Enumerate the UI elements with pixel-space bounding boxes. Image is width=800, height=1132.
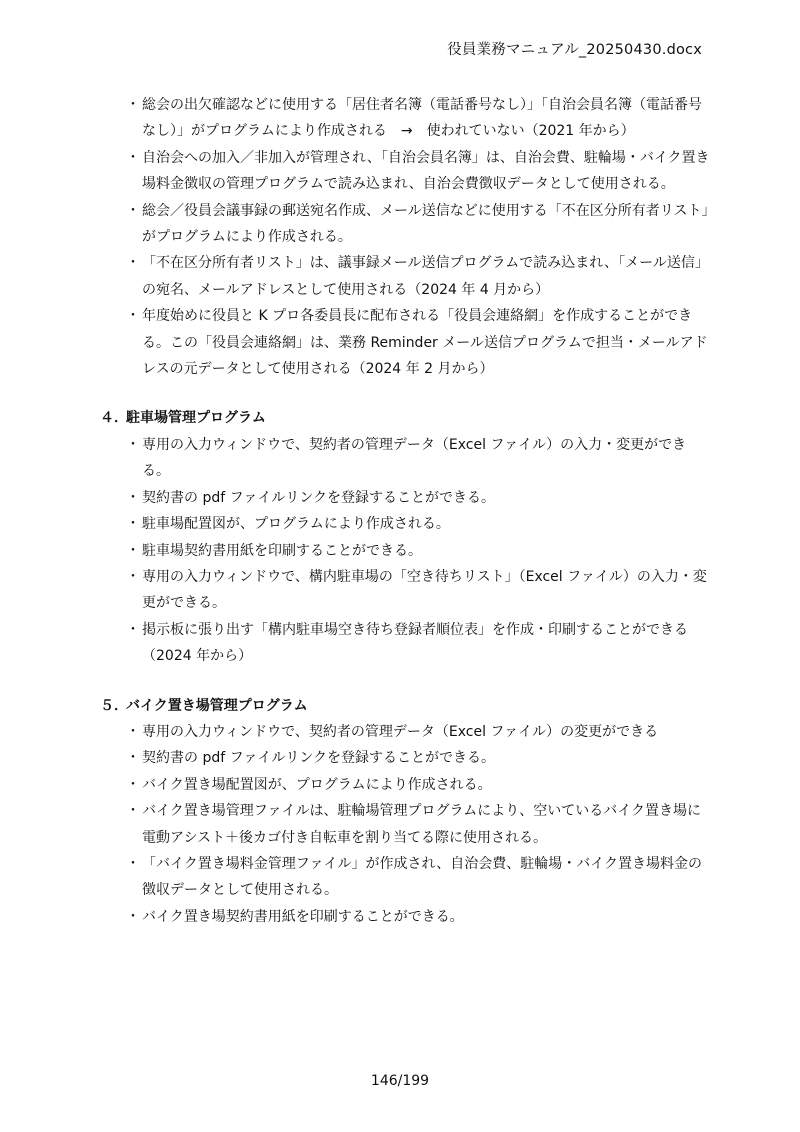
list-item-text: 契約書の pdf ファイルリンクを登録することができる。	[142, 750, 496, 767]
list-item-text: 契約書の pdf ファイルリンクを登録することができる。	[142, 489, 496, 506]
list-item-text: 専用の入力ウィンドウで、契約者の管理データ（Excel ファイル）の変更ができる	[142, 723, 659, 740]
list-item	[98, 745, 710, 771]
bullet-glyph: ・	[126, 255, 140, 272]
bullet-glyph: ・	[126, 908, 140, 925]
section-bullet-list	[98, 432, 710, 670]
list-item-text: 総会／役員会議事録の郵送宛名作成、メール送信などに使用する「不在区分所有者リスト」がプログラムにより作成される。	[142, 202, 709, 246]
section-parking	[98, 405, 710, 669]
section-bike-parking	[98, 693, 710, 931]
bullet-glyph: ・	[126, 542, 140, 559]
list-item	[98, 538, 710, 564]
list-item-text: 駐車場契約書用紙を印刷することができる。	[142, 542, 422, 559]
bullet-glyph: ・	[126, 308, 140, 325]
list-item-text: 専用の入力ウィンドウで、契約者の管理データ（Excel ファイル）の入力・変更ができる。	[142, 436, 687, 480]
bullet-glyph: ・	[126, 202, 140, 219]
list-item-text: 専用の入力ウィンドウで、構内駐車場の「空き待ちリスト」（Excel ファイル）の入力・変更ができる。	[142, 568, 707, 612]
list-item	[98, 617, 710, 670]
list-item-text: 総会の出欠確認などに使用する「居住者名簿（電話番号なし）」「自治会員名簿（電話番号なし）」がプログラムにより作成される → 使われていない（2021 年から）	[142, 97, 702, 140]
section-title: バイク置き場管理プログラム	[126, 697, 308, 714]
list-item-text: 年度始めに役員と K プロ各委員長に配布される「役員会連絡網」を作成することができる。この「役員会連絡網」は、業務 Reminder メール送信プログラムで担当・メールアドレスの元データとして使用される（2024 年 2 月から）	[142, 308, 708, 378]
bullet-glyph: ・	[126, 855, 140, 872]
list-item-text: 「バイク置き場料金管理ファイル」が作成され、自治会費、駐輪場・バイク置き場料金の徴収データとして使用される。	[142, 855, 702, 899]
bullet-glyph: ・	[126, 723, 140, 740]
list-item	[98, 904, 710, 930]
bullet-glyph: ・	[126, 516, 140, 533]
list-item	[98, 432, 710, 485]
intro-bullet-list	[98, 92, 710, 382]
list-item	[98, 250, 710, 303]
section-number: ５．	[100, 697, 128, 714]
bullet-glyph: ・	[126, 803, 140, 820]
list-item	[98, 772, 710, 798]
document-filename-header: 役員業務マニュアル_20250430.docx	[447, 42, 702, 58]
bullet-glyph: ・	[126, 97, 140, 113]
list-item-text: 自治会への加入／非加入が管理され、「自治会員名簿」は、自治会費、駐輪場・バイク置き場料金徴収の管理プログラムで読み込まれ、自治会費徴収データとして使用される。	[142, 149, 710, 193]
list-item-text: バイク置き場契約書用紙を印刷することができる。	[142, 908, 464, 925]
list-item-text: 掲示板に張り出す「構内駐車場空き待ち登録者順位表」を作成・印刷することができる（2024 年から）	[142, 621, 688, 665]
list-item	[98, 719, 710, 745]
list-item	[98, 798, 710, 851]
bullet-glyph: ・	[126, 149, 140, 166]
bullet-glyph: ・	[126, 776, 140, 793]
section-bullet-list	[98, 719, 710, 930]
list-item	[98, 198, 710, 251]
list-item	[98, 485, 710, 511]
list-item-text: 駐車場配置図が、プログラムにより作成される。	[142, 516, 450, 533]
bullet-glyph: ・	[126, 621, 140, 638]
section-title: 駐車場管理プログラム	[126, 410, 266, 427]
section-heading	[98, 405, 710, 431]
list-item-text: バイク置き場配置図が、プログラムにより作成される。	[142, 776, 492, 793]
bullet-glyph: ・	[126, 436, 140, 453]
list-item	[98, 303, 710, 382]
list-item	[98, 851, 710, 904]
section-number: ４．	[100, 410, 128, 427]
list-item-text: バイク置き場管理ファイルは、駐輪場管理プログラムにより、空いているバイク置き場に電動アシスト＋後カゴ付き自転車を割り当てる際に使用される。	[142, 803, 702, 846]
list-item	[98, 92, 710, 145]
bullet-glyph: ・	[126, 568, 140, 585]
list-item	[98, 145, 710, 198]
bullet-glyph: ・	[126, 489, 140, 506]
list-item-text: 「不在区分所有者リスト」は、議事録メール送信プログラムで読み込まれ、「メール送信」の宛名、メールアドレスとして使用される（2024 年 4 月から）	[142, 255, 709, 298]
section-heading	[98, 693, 710, 719]
list-item	[98, 564, 710, 617]
page-number: 146/199	[370, 1073, 430, 1089]
list-item	[98, 511, 710, 537]
document-body	[98, 92, 710, 930]
bullet-glyph: ・	[126, 750, 140, 767]
